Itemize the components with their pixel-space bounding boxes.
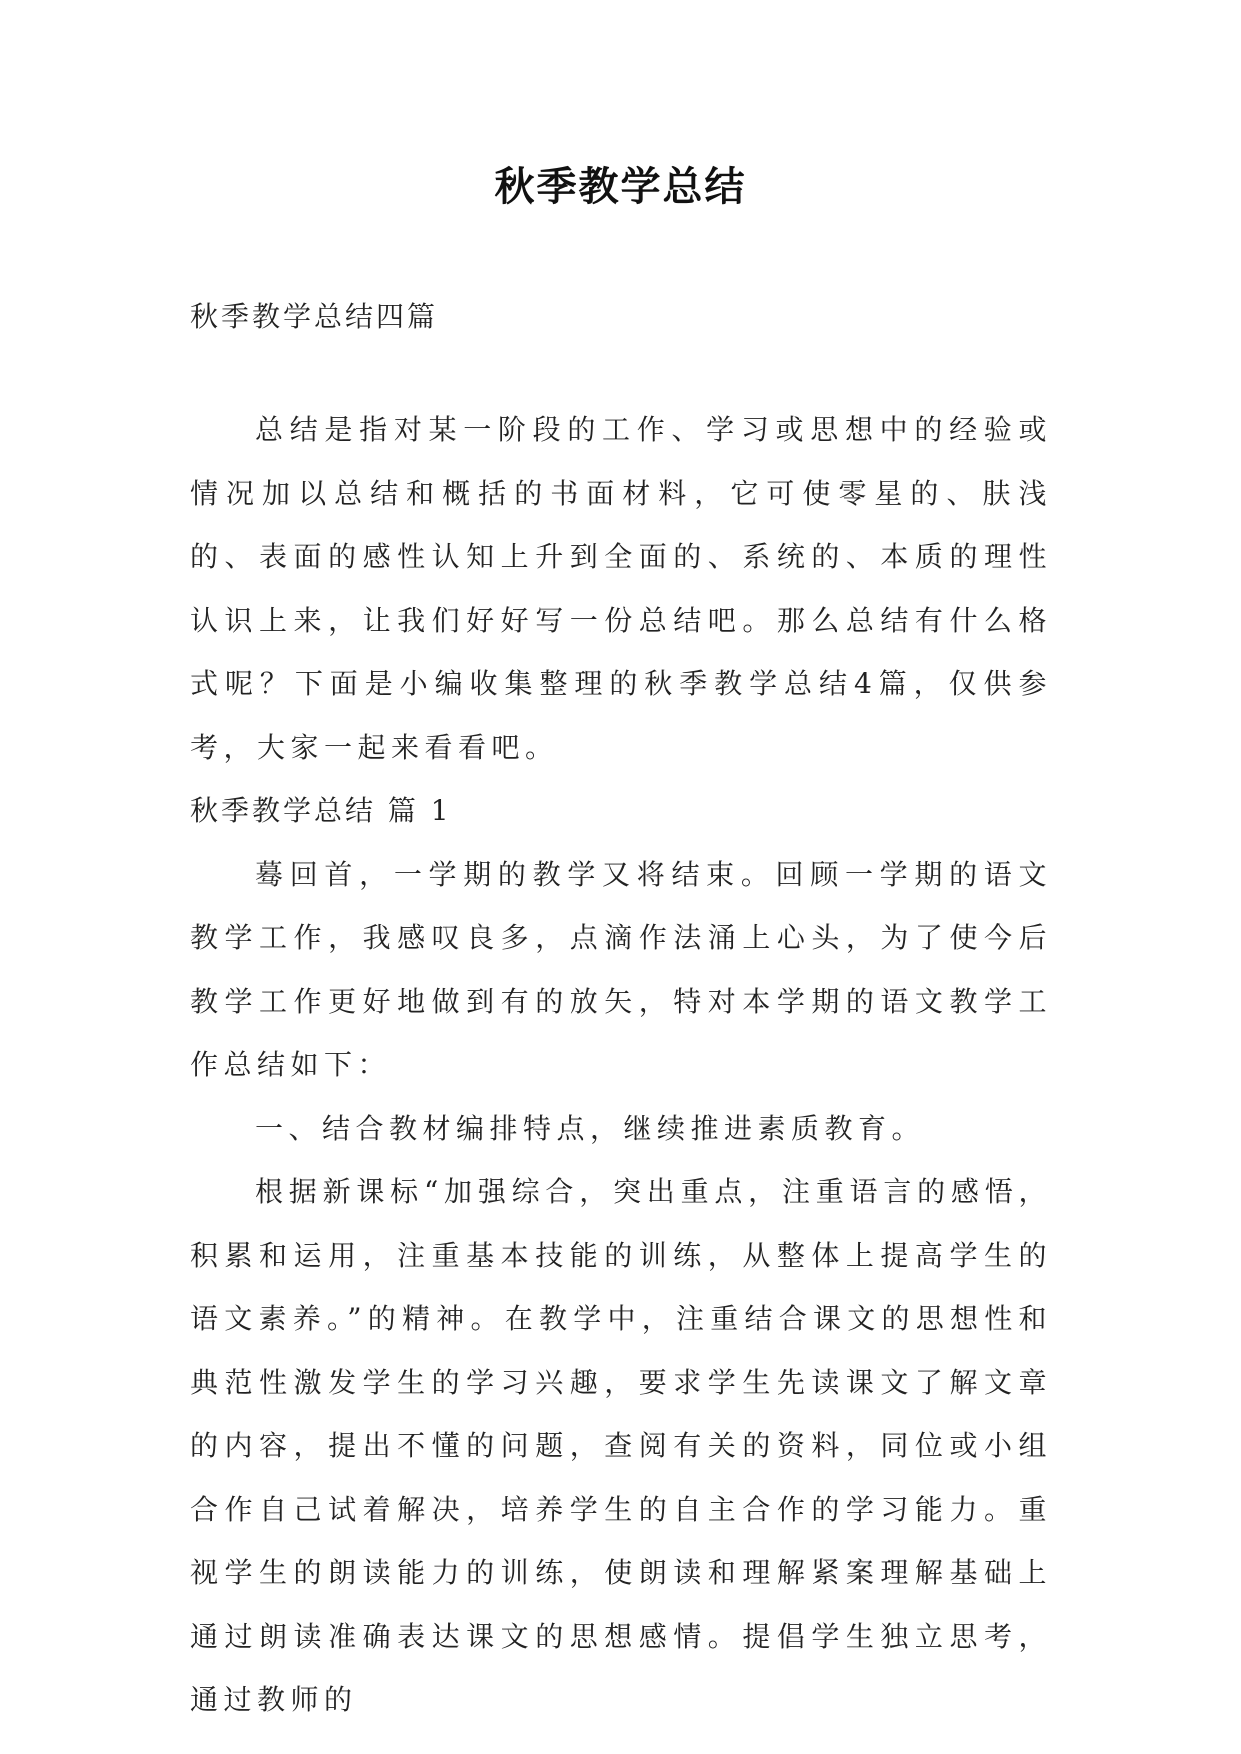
document-body — [190, 398, 1052, 1732]
paragraph-2: 一、结合教材编排特点，继续推进素质教育。 — [255, 1111, 926, 1145]
document-subtitle: 秋季教学总结四篇 — [190, 300, 439, 333]
section-heading: 秋季教学总结 篇 1 — [190, 794, 452, 827]
intro-paragraph: 总结是指对某一阶段的工作、学习或思想中的经验或情况加以总结和概括的书面材料，它可使零星的、肤浅的、表面的感性认知上升到全面的、系统的、本质的理性认识上来，让我们好好写一份总结吧。那么总结有什么格式呢？下面是小编收集整理的秋季教学总结4篇，仅供参考，大家一起来看看吧。 — [190, 413, 1052, 764]
paragraph-3: 根据新课标“加强综合，突出重点，注重语言的感悟，积累和运用，注重基本技能的训练，从整体上提高学生的语文素养。”的精神。在教学中，注重结合课文的思想性和典范性激发学生的学习兴趣，要求学生先读课文了解文章的内容，提出不懂的问题，查阅有关的资料，同位或小组合作自己试着解决，培养学生的自主合作的学习能力。重视学生的朗读能力的训练，使朗读和理解紧案理解基础上 通过朗读准确表达课文的思想感情。提倡学生独立思考，通过教师的 — [190, 1175, 1052, 1716]
document-title: 秋季教学总结 — [494, 164, 747, 210]
paragraph-1: 蓦回首，一学期的教学又将结束。回顾一学期的语文教学工作，我感叹良多，点滴作法涌上心头，为了使今后教学工作更好地做到有的放矢，特对本学期的语文教学工作总结如下： — [190, 857, 1052, 1081]
